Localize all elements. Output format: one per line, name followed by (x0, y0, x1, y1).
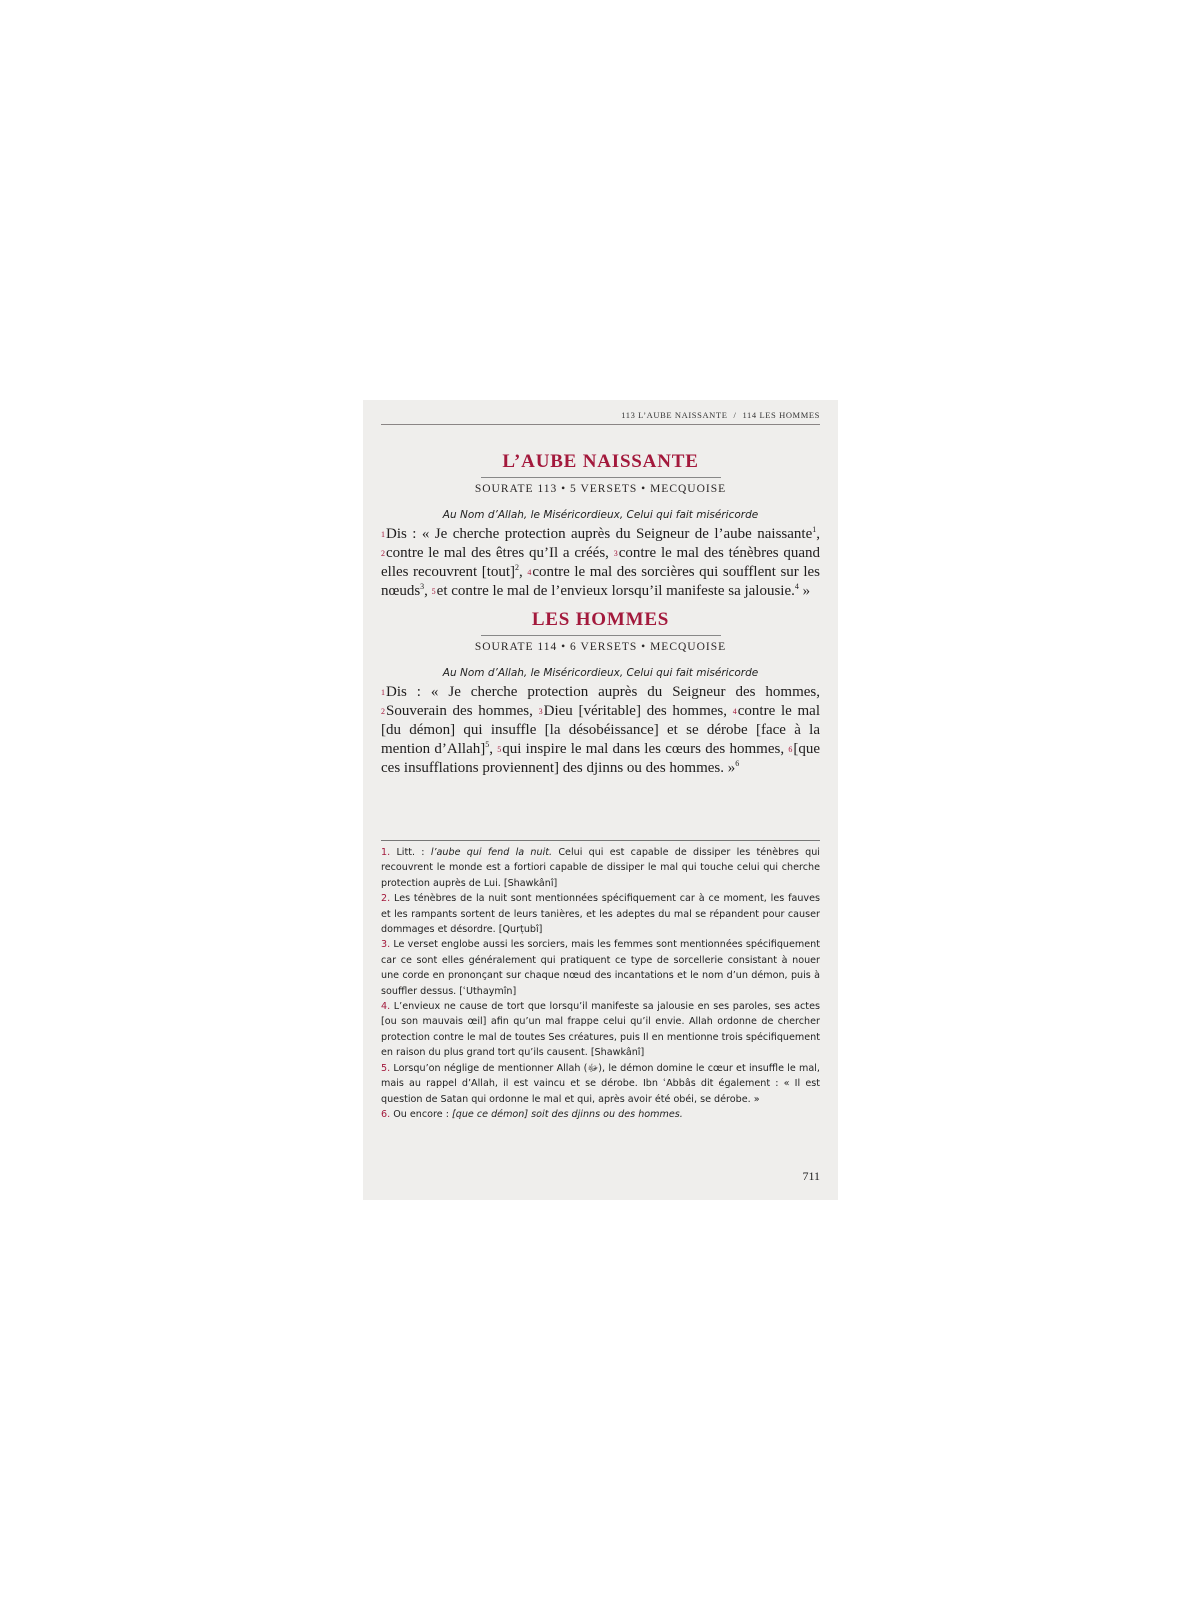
footnote (381, 845, 820, 891)
footnote-prefix: Litt. : (396, 847, 431, 858)
footnote (381, 891, 820, 937)
footnote-number: 4. (381, 1001, 391, 1013)
footnote-number: 2. (381, 893, 391, 905)
verse-number: 6 (788, 745, 793, 754)
verse-number: 5 (497, 745, 502, 754)
sura-114-title: LES HOMMES (531, 609, 670, 630)
sura-113-verses (381, 525, 820, 601)
title-rule (481, 635, 721, 636)
running-head-right: 114 LES HOMMES (742, 410, 820, 420)
footnote-ref: 3 (420, 582, 425, 591)
page-number: 711 (802, 1169, 820, 1183)
verse-text: et contre le mal de l’envieux lorsqu’il manifeste sa jalousie. (436, 583, 795, 599)
footnote-ref: 4 (794, 582, 799, 591)
footnote (381, 1061, 820, 1107)
footnote-ref: 2 (515, 563, 520, 572)
sura-113-basmala: Au Nom d’Allah, le Miséricordieux, Celui qui fait miséricorde (442, 509, 759, 521)
verse-text: contre le mal des êtres qu’Il a créés, (386, 545, 609, 561)
sura-114-meta: SOURATE 114 • 6 VERSETS • MECQUOISE (474, 641, 727, 653)
verse-number: 3 (538, 707, 543, 716)
footnote-number: 1. (381, 847, 391, 858)
running-head-left: 113 L’AUBE NAISSANTE (621, 410, 728, 420)
title-rule (481, 477, 721, 478)
book-page (363, 400, 838, 1200)
verse-text: Dis : « Je cherche protection auprès du Seigneur des hommes, (386, 684, 820, 700)
verse-text: Dis : « Je cherche protection auprès du Seigneur de l’aube naissante (386, 526, 813, 542)
verse-text: [que ces insufflations proviennent] des djinns ou des hommes. » (381, 741, 820, 776)
footnote-text: Celui qui est capable de dissiper les ténèbres qui recouvrent le monde est a fortiori capable de dissiper le mal qui touche celui qui cherche protection auprès de Lui. [Shawkânî] (381, 847, 820, 889)
verse-number: 4 (527, 568, 532, 577)
verse-punct: , (519, 564, 523, 580)
footnote-rule (381, 840, 820, 841)
footnote-text: Le verset englobe aussi les sorciers, mais les femmes sont mentionnées spécifiquement car ce sont elles généralement qui pratiquent ce type de sorcellerie consistant à nouer une corde en prononçant sur chaque nœud des incantations et le nom d’un démon, puis à souffler dessus. [ʿUthaymîn] (381, 939, 820, 997)
footnote-prefix: Ou encore : (393, 1108, 452, 1120)
footnote (381, 999, 820, 1061)
footnote-ref: 5 (485, 740, 490, 749)
verse-number: 3 (613, 549, 618, 558)
sura-113-meta: SOURATE 113 • 5 VERSETS • MECQUOISE (474, 483, 727, 495)
footnote-italic: l’aube qui fend la nuit. (430, 847, 553, 858)
verse-number: 2 (381, 549, 385, 558)
verse-text: qui inspire le mal dans les cœurs des hommes, (502, 741, 785, 757)
verse-number: 2 (381, 707, 385, 716)
verse-punct: » (798, 583, 811, 599)
sura-114-basmala: Au Nom d’Allah, le Miséricordieux, Celui qui fait miséricorde (442, 667, 759, 679)
verse-number: 1 (381, 530, 385, 539)
verse-number: 4 (732, 707, 737, 716)
verse-punct: , (424, 583, 428, 599)
sura-114-verses (381, 683, 820, 778)
footnote-text: L’envieux ne cause de tort que lorsqu’il manifeste sa jalousie en ses paroles, ses actes [ou son mauvais œil] afin qu’un mal frappe celui qu’il envie. Allah ordonne de chercher protection contre le mal de toutes Ses créatures, puis Il en mentionne trois spécifiquement en raison du plus grand tort qu’ils causent. [Shawkânî] (381, 1001, 820, 1059)
footnotes (381, 845, 820, 1122)
footnote-ref: 1 (812, 525, 817, 534)
footnote (381, 937, 820, 999)
running-head-separator: / (733, 410, 737, 420)
verse-punct: , (816, 526, 820, 542)
verse-text: Dieu [véritable] des hommes, (543, 703, 728, 719)
footnote-italic: [que ce démon] soit des djinns ou des hommes. (452, 1108, 683, 1120)
sura-113-title: L’AUBE NAISSANTE (502, 451, 699, 472)
verse-text: contre le mal des sorcières qui soufflent sur les nœuds (381, 564, 821, 599)
verse-text: Souverain des hommes, (386, 703, 533, 719)
footnote-text: Lorsqu’on néglige de mentionner Allah (ﷻ), le démon domine le cœur et insuffle le mal, mais au rappel d’Allah, il est vaincu et se dérobe. Ibn ʿAbbâs dit également : « Il est question de Satan qui ordonne le mal et qui, après avoir été obéi, se dérobe. » (381, 1062, 820, 1105)
verse-text: contre le mal [du démon] qui insuffle [la désobéissance] et se dérobe [face à la mention d’Allah] (381, 703, 821, 757)
footnote-number: 6. (381, 1108, 391, 1120)
footnote-ref: 6 (735, 759, 740, 768)
footnote-number: 3. (381, 939, 391, 951)
footnote-number: 5. (381, 1062, 391, 1074)
verse-number: 1 (381, 688, 385, 697)
verse-text: contre le mal des ténèbres quand elles recouvrent [tout] (381, 545, 821, 580)
verse-number: 5 (431, 587, 436, 596)
footnote-text: Les ténèbres de la nuit sont mentionnées spécifiquement car à ce moment, les fauves et les rampants sortent de leurs tanières, et les adeptes du mal se répandent pour causer dommages et désordre. [Qurṭubî] (381, 893, 820, 936)
running-head (381, 410, 820, 425)
verse-punct: , (489, 741, 493, 757)
footnote (381, 1107, 820, 1122)
